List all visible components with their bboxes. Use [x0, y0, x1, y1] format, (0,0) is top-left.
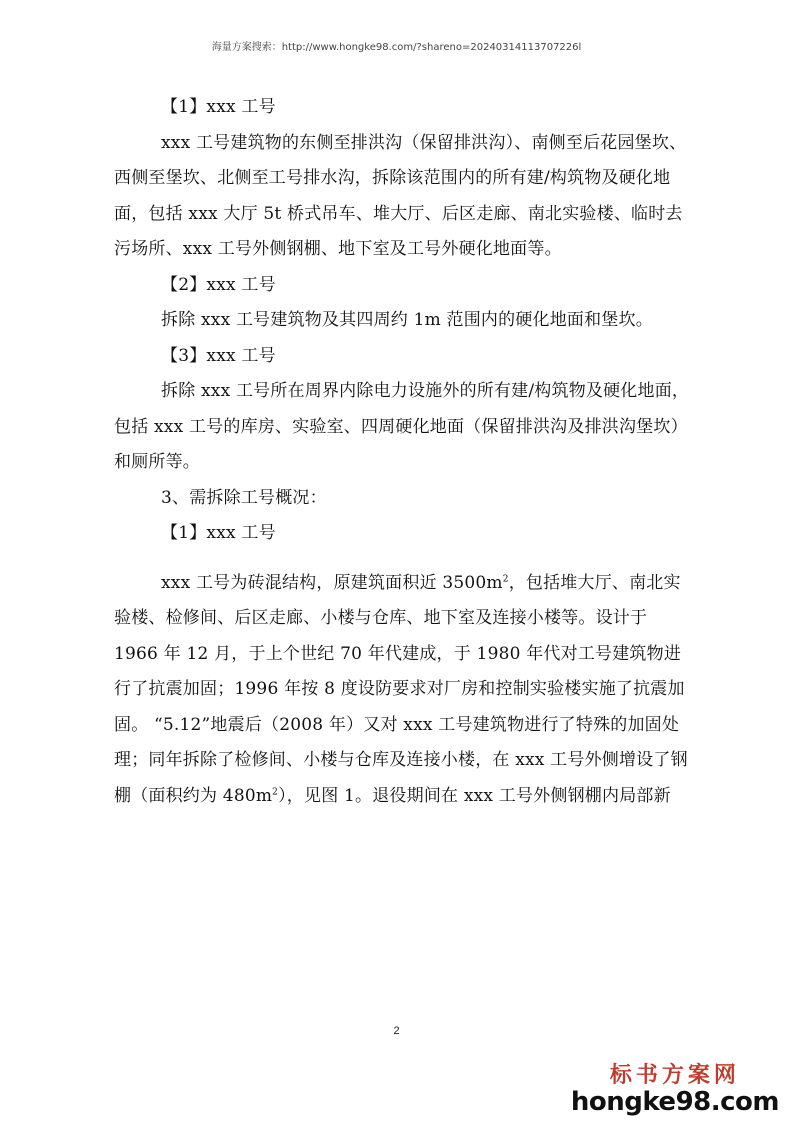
- paragraph-4: [114, 566, 694, 815]
- document-body: [114, 90, 694, 814]
- superscript-a: 2: [502, 573, 509, 584]
- paragraph-2: 拆除 xxx 工号建筑物及其四周约 1m 范围内的硬化地面和堡坎。: [161, 310, 653, 330]
- page-number: 2: [393, 1025, 400, 1037]
- paragraph-1: xxx 工号建筑物的东侧至排洪沟（保留排洪沟）、南侧至后花园堡坎、西侧至堡坎、北侧至工号排水沟，拆除该范围内的所有建/构筑物及硬化地面，包括 xxx 大厅 5t 桥式吊车、堆大厅、后区走廊、南北实验楼、临时去污场所、xxx 工号外侧钢棚、地下室及工号外硬化地面等。: [114, 132, 687, 259]
- paragraph-gap: [114, 552, 694, 566]
- watermark-line-1: 标书方案网: [609, 1062, 740, 1088]
- section-heading-1: 【1】xxx 工号: [161, 97, 276, 117]
- paragraph-4-part-c: ），见图 1。退役期间在 xxx 工号外侧钢棚内局部新: [278, 785, 671, 806]
- header-source-url: 海量方案搜索：http://www.hongke98.com/?shareno=20240314113707226l: [211, 42, 582, 53]
- paragraph-4-part-a: xxx 工号为砖混结构，原建筑面积近 3500m: [161, 572, 503, 593]
- watermark-line-2: hongke98.com: [570, 1087, 779, 1117]
- section-heading-2: 【2】xxx 工号: [161, 274, 276, 295]
- section-title-3: 3、需拆除工号概况：: [161, 487, 327, 508]
- superscript-b: 2: [272, 786, 279, 797]
- site-watermark-logo: [571, 1062, 779, 1116]
- paragraph-4-part-b: ，包括堆大厅、南北实验楼、检修间、后区走廊、小楼与仓库、地下室及连接小楼等。设计于 1966 年 12 月，于上个世纪 70 年代建成，于 1980 年代对工号建筑物进行了抗震加固；1996 年按 8 度设防要求对厂房和控制实验楼实施了抗震加固。 “5.12”地震后（2008 年）又对 xxx 工号建筑物进行了特殊的加固处理；同年拆除了检修间、小楼与仓库及连接小楼，在 xxx 工号外侧增设了钢棚（面积约为 480m: [114, 572, 688, 806]
- section-heading-4: 【1】xxx 工号: [161, 523, 276, 543]
- section-heading-3: 【3】xxx 工号: [161, 345, 276, 366]
- paragraph-3: 拆除 xxx 工号所在周界内除电力设施外的所有建/构筑物及硬化地面，包括 xxx 工号的库房、实验室、四周硬化地面（保留排洪沟及排洪沟堡坎）和厕所等。: [114, 381, 690, 472]
